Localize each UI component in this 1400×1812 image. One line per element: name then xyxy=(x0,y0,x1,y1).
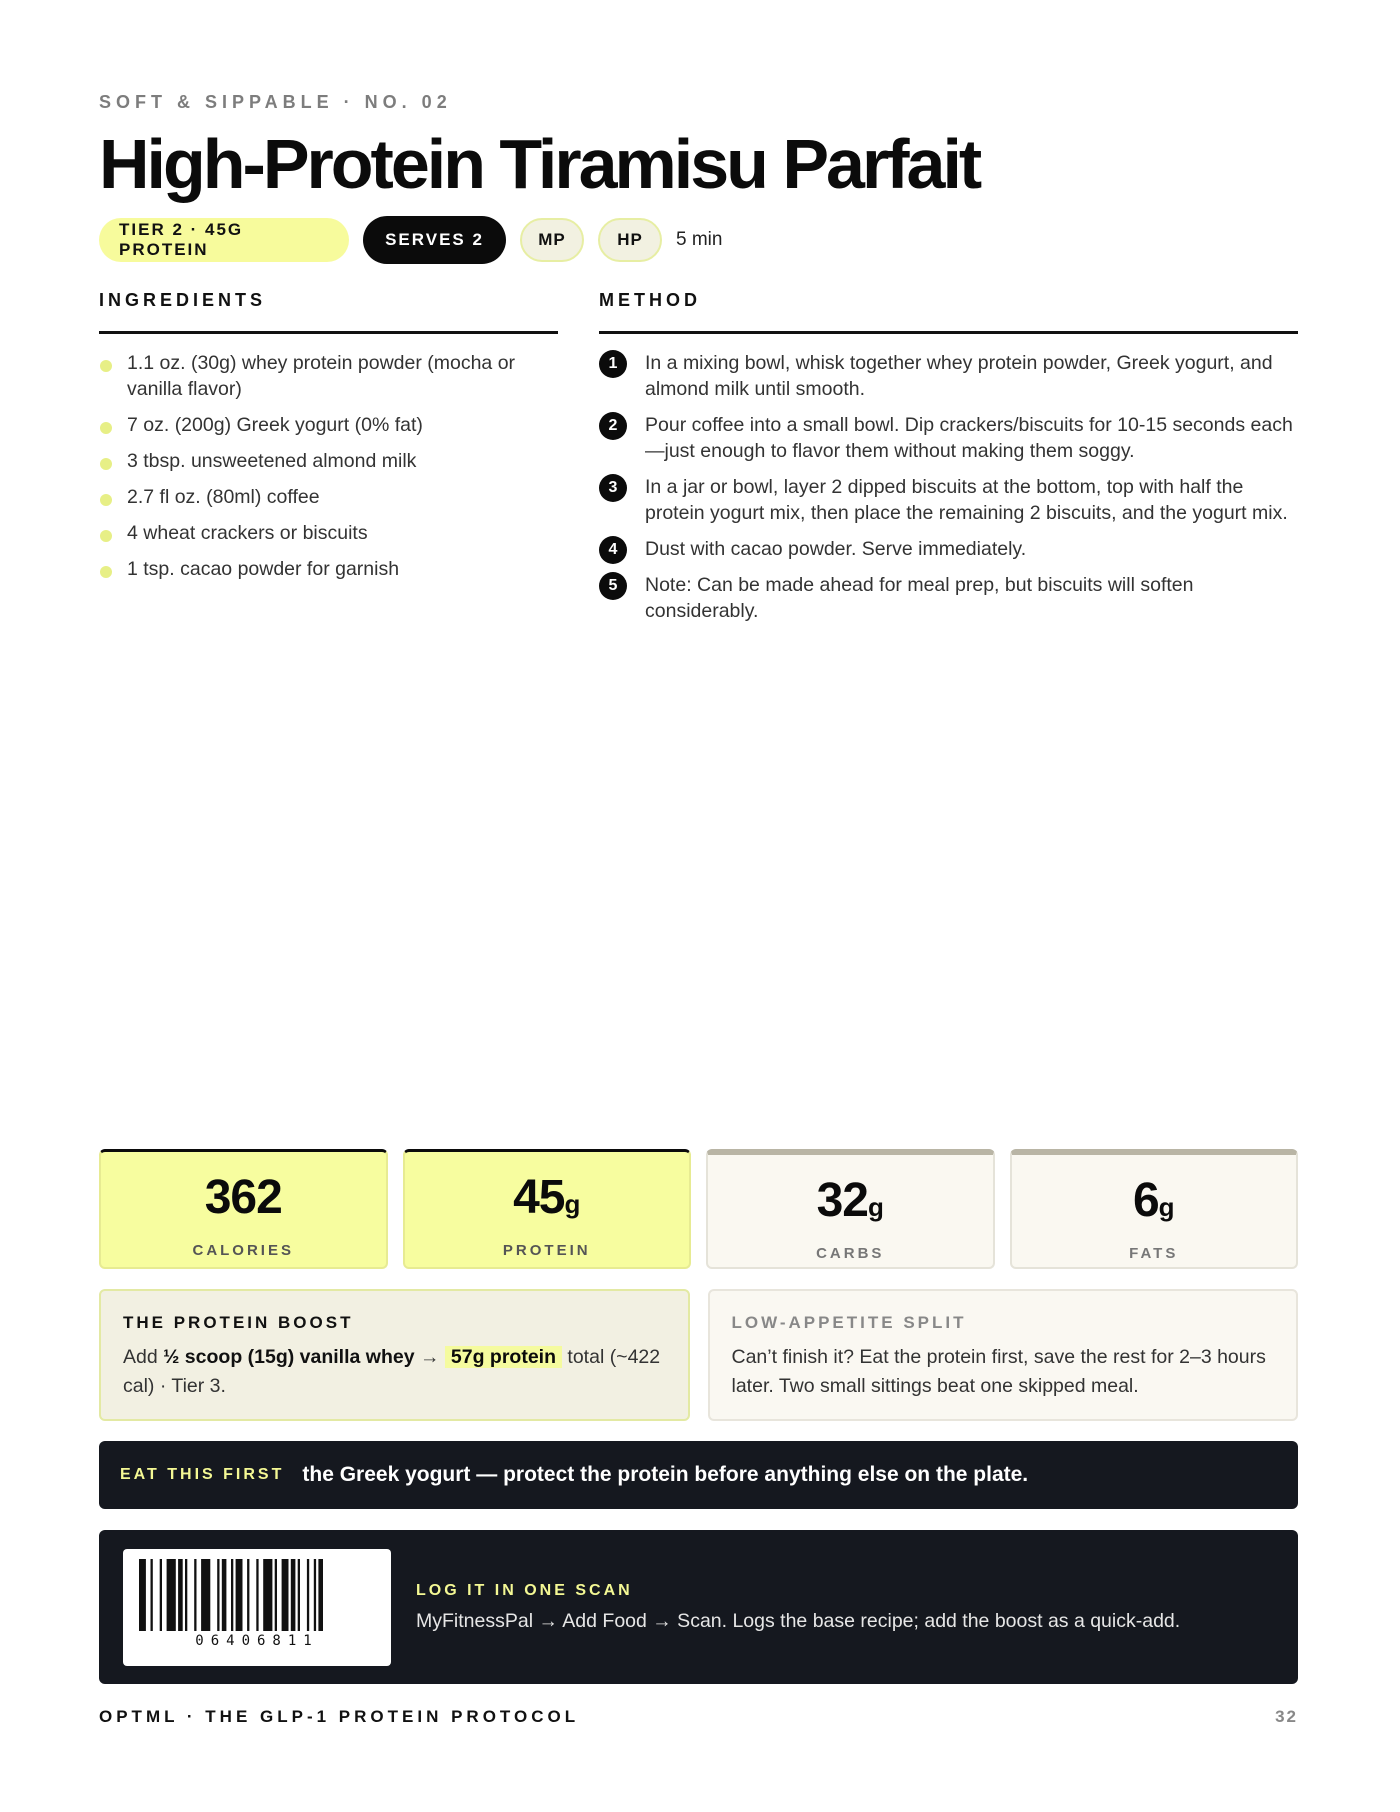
bullet-dot-icon xyxy=(100,360,112,372)
mp-badge: MP xyxy=(520,218,584,262)
serves-badge: SERVES 2 xyxy=(363,216,506,264)
barcode-bar xyxy=(185,1559,187,1631)
ingredients-heading: INGREDIENTS xyxy=(99,290,558,334)
step-number: 4 xyxy=(599,536,627,564)
list-item xyxy=(99,484,558,510)
recipe-page xyxy=(99,0,1298,1812)
barcode-bar xyxy=(217,1559,219,1631)
boost-heading: THE PROTEIN BOOST xyxy=(123,1313,354,1332)
ingredient-text: 4 wheat crackers or biscuits xyxy=(127,522,368,544)
barcode-bar xyxy=(194,1559,196,1631)
bullet-dot-icon xyxy=(100,458,112,470)
method-step xyxy=(599,474,1298,526)
split-text: Can’t finish it? Eat the protein first, save the rest for 2–3 hours later. Two small sittings beat one skipped meal. xyxy=(731,1346,1266,1397)
list-item xyxy=(99,448,558,474)
barcode-bar xyxy=(318,1559,323,1631)
prep-time: 5 min xyxy=(676,229,723,250)
barcode-bar xyxy=(307,1559,309,1631)
ingredient-text: 1 tsp. cacao powder for garnish xyxy=(127,558,400,580)
stat-label: CALORIES xyxy=(192,1242,294,1259)
barcode-bar xyxy=(222,1559,227,1631)
stat-label: FATS xyxy=(1129,1245,1179,1262)
bullet-dot-icon xyxy=(100,422,112,434)
recipe-tags xyxy=(99,216,722,264)
list-item xyxy=(99,350,558,402)
barcode-bar xyxy=(256,1559,258,1631)
barcode-bar xyxy=(263,1559,272,1631)
boost-text: Add ½ scoop (15g) vanilla whey → 57g protein total (~422 cal) · Tier 3. xyxy=(123,1346,661,1397)
protein-highlight: 57g protein xyxy=(445,1346,562,1368)
stat-value: 362 xyxy=(204,1171,282,1224)
ingredient-text: 3 tbsp. unsweetened almond milk xyxy=(127,450,417,472)
step-number: 1 xyxy=(599,350,627,378)
ingredient-text: 2.7 fl oz. (80ml) coffee xyxy=(127,486,320,508)
method-step xyxy=(599,536,1298,562)
step-text: In a jar or bowl, layer 2 dipped biscuits at the bottom, top with half the protein yogurt mix, then place the remaining 2 biscuits, and the yogurt mix. xyxy=(645,476,1288,524)
step-text: Note: Can be made ahead for meal prep, but biscuits will soften considerably. xyxy=(645,574,1194,622)
bullet-dot-icon xyxy=(100,530,112,542)
barcode-bar xyxy=(167,1559,176,1631)
tier-badge: TIER 2 · 45G PROTEIN xyxy=(99,218,349,262)
ingredients-list xyxy=(99,350,558,582)
stat-value: 45g xyxy=(513,1171,581,1224)
ingredient-text: 7 oz. (200g) Greek yogurt (0% fat) xyxy=(127,414,423,436)
method-steps xyxy=(599,350,1298,624)
step-text: In a mixing bowl, whisk together whey protein powder, Greek yogurt, and almond milk until smooth. xyxy=(645,352,1273,400)
page-number: 32 xyxy=(1275,1707,1298,1726)
protein-boost-box xyxy=(99,1289,690,1421)
scan-heading: LOG IT IN ONE SCAN xyxy=(416,1582,633,1599)
step-number: 2 xyxy=(599,412,627,440)
eat-first-banner xyxy=(99,1441,1298,1509)
method-step xyxy=(599,412,1298,464)
list-item xyxy=(99,520,558,546)
low-appetite-box xyxy=(708,1289,1299,1421)
method-step xyxy=(599,350,1298,402)
barcode-bar xyxy=(201,1559,210,1631)
scan-panel xyxy=(99,1530,1298,1684)
barcode-bars-icon xyxy=(139,1559,375,1631)
section-eyebrow: SOFT & SIPPABLE · NO. 02 xyxy=(99,92,452,112)
barcode-bar xyxy=(247,1559,249,1631)
barcode-bar xyxy=(314,1559,316,1631)
stat-label: CARBS xyxy=(816,1245,885,1262)
step-text: Dust with cacao powder. Serve immediately. xyxy=(645,538,1027,560)
barcode-bar xyxy=(160,1559,162,1631)
ingredient-text: 1.1 oz. (30g) whey protein powder (mocha or vanilla flavor) xyxy=(127,352,516,400)
carbs-card xyxy=(706,1149,995,1269)
step-number: 3 xyxy=(599,474,627,502)
bullet-dot-icon xyxy=(100,566,112,578)
calories-card xyxy=(99,1149,388,1269)
step-text: Pour coffee into a small bowl. Dip crackers/biscuits for 10-15 seconds each—just enough to flavor them without making them soggy. xyxy=(645,414,1293,462)
barcode-bar xyxy=(236,1559,243,1631)
method-heading: METHOD xyxy=(599,290,1298,334)
footer-brand: OPTML · THE GLP-1 PROTEIN PROTOCOL xyxy=(99,1707,580,1726)
protein-card xyxy=(403,1149,692,1269)
list-item xyxy=(99,556,558,582)
scan-text: MyFitnessPal → Add Food → Scan. Logs the base recipe; add the boost as a quick-add. xyxy=(416,1610,1181,1632)
banner-tag: EAT THIS FIRST xyxy=(120,1466,285,1483)
banner-text: the Greek yogurt — protect the protein before anything else on the plate. xyxy=(302,1463,1029,1486)
barcode-bar xyxy=(298,1559,300,1631)
barcode-bar xyxy=(151,1559,153,1631)
barcode-bar xyxy=(275,1559,277,1631)
barcode-bar xyxy=(291,1559,296,1631)
method-step xyxy=(599,572,1298,624)
ingredients-section xyxy=(99,290,558,592)
list-item xyxy=(99,412,558,438)
barcode-number: 06406811 xyxy=(195,1633,319,1649)
stat-value: 6g xyxy=(1132,1174,1175,1227)
barcode-bar xyxy=(282,1559,289,1631)
stat-value: 32g xyxy=(816,1174,884,1227)
hp-badge: HP xyxy=(598,218,662,262)
step-number: 5 xyxy=(599,572,627,600)
tip-boxes xyxy=(99,1289,1298,1421)
page-title: High-Protein Tiramisu Parfait xyxy=(99,125,980,203)
barcode-bar xyxy=(178,1559,183,1631)
bullet-dot-icon xyxy=(100,494,112,506)
nutrition-stats xyxy=(99,1149,1298,1269)
barcode[interactable] xyxy=(123,1549,391,1666)
stat-label: PROTEIN xyxy=(502,1242,591,1259)
fats-card xyxy=(1010,1149,1299,1269)
barcode-bar xyxy=(139,1559,146,1631)
barcode-bar xyxy=(231,1559,233,1631)
split-heading: LOW-APPETITE SPLIT xyxy=(731,1313,967,1332)
method-section xyxy=(599,290,1298,634)
